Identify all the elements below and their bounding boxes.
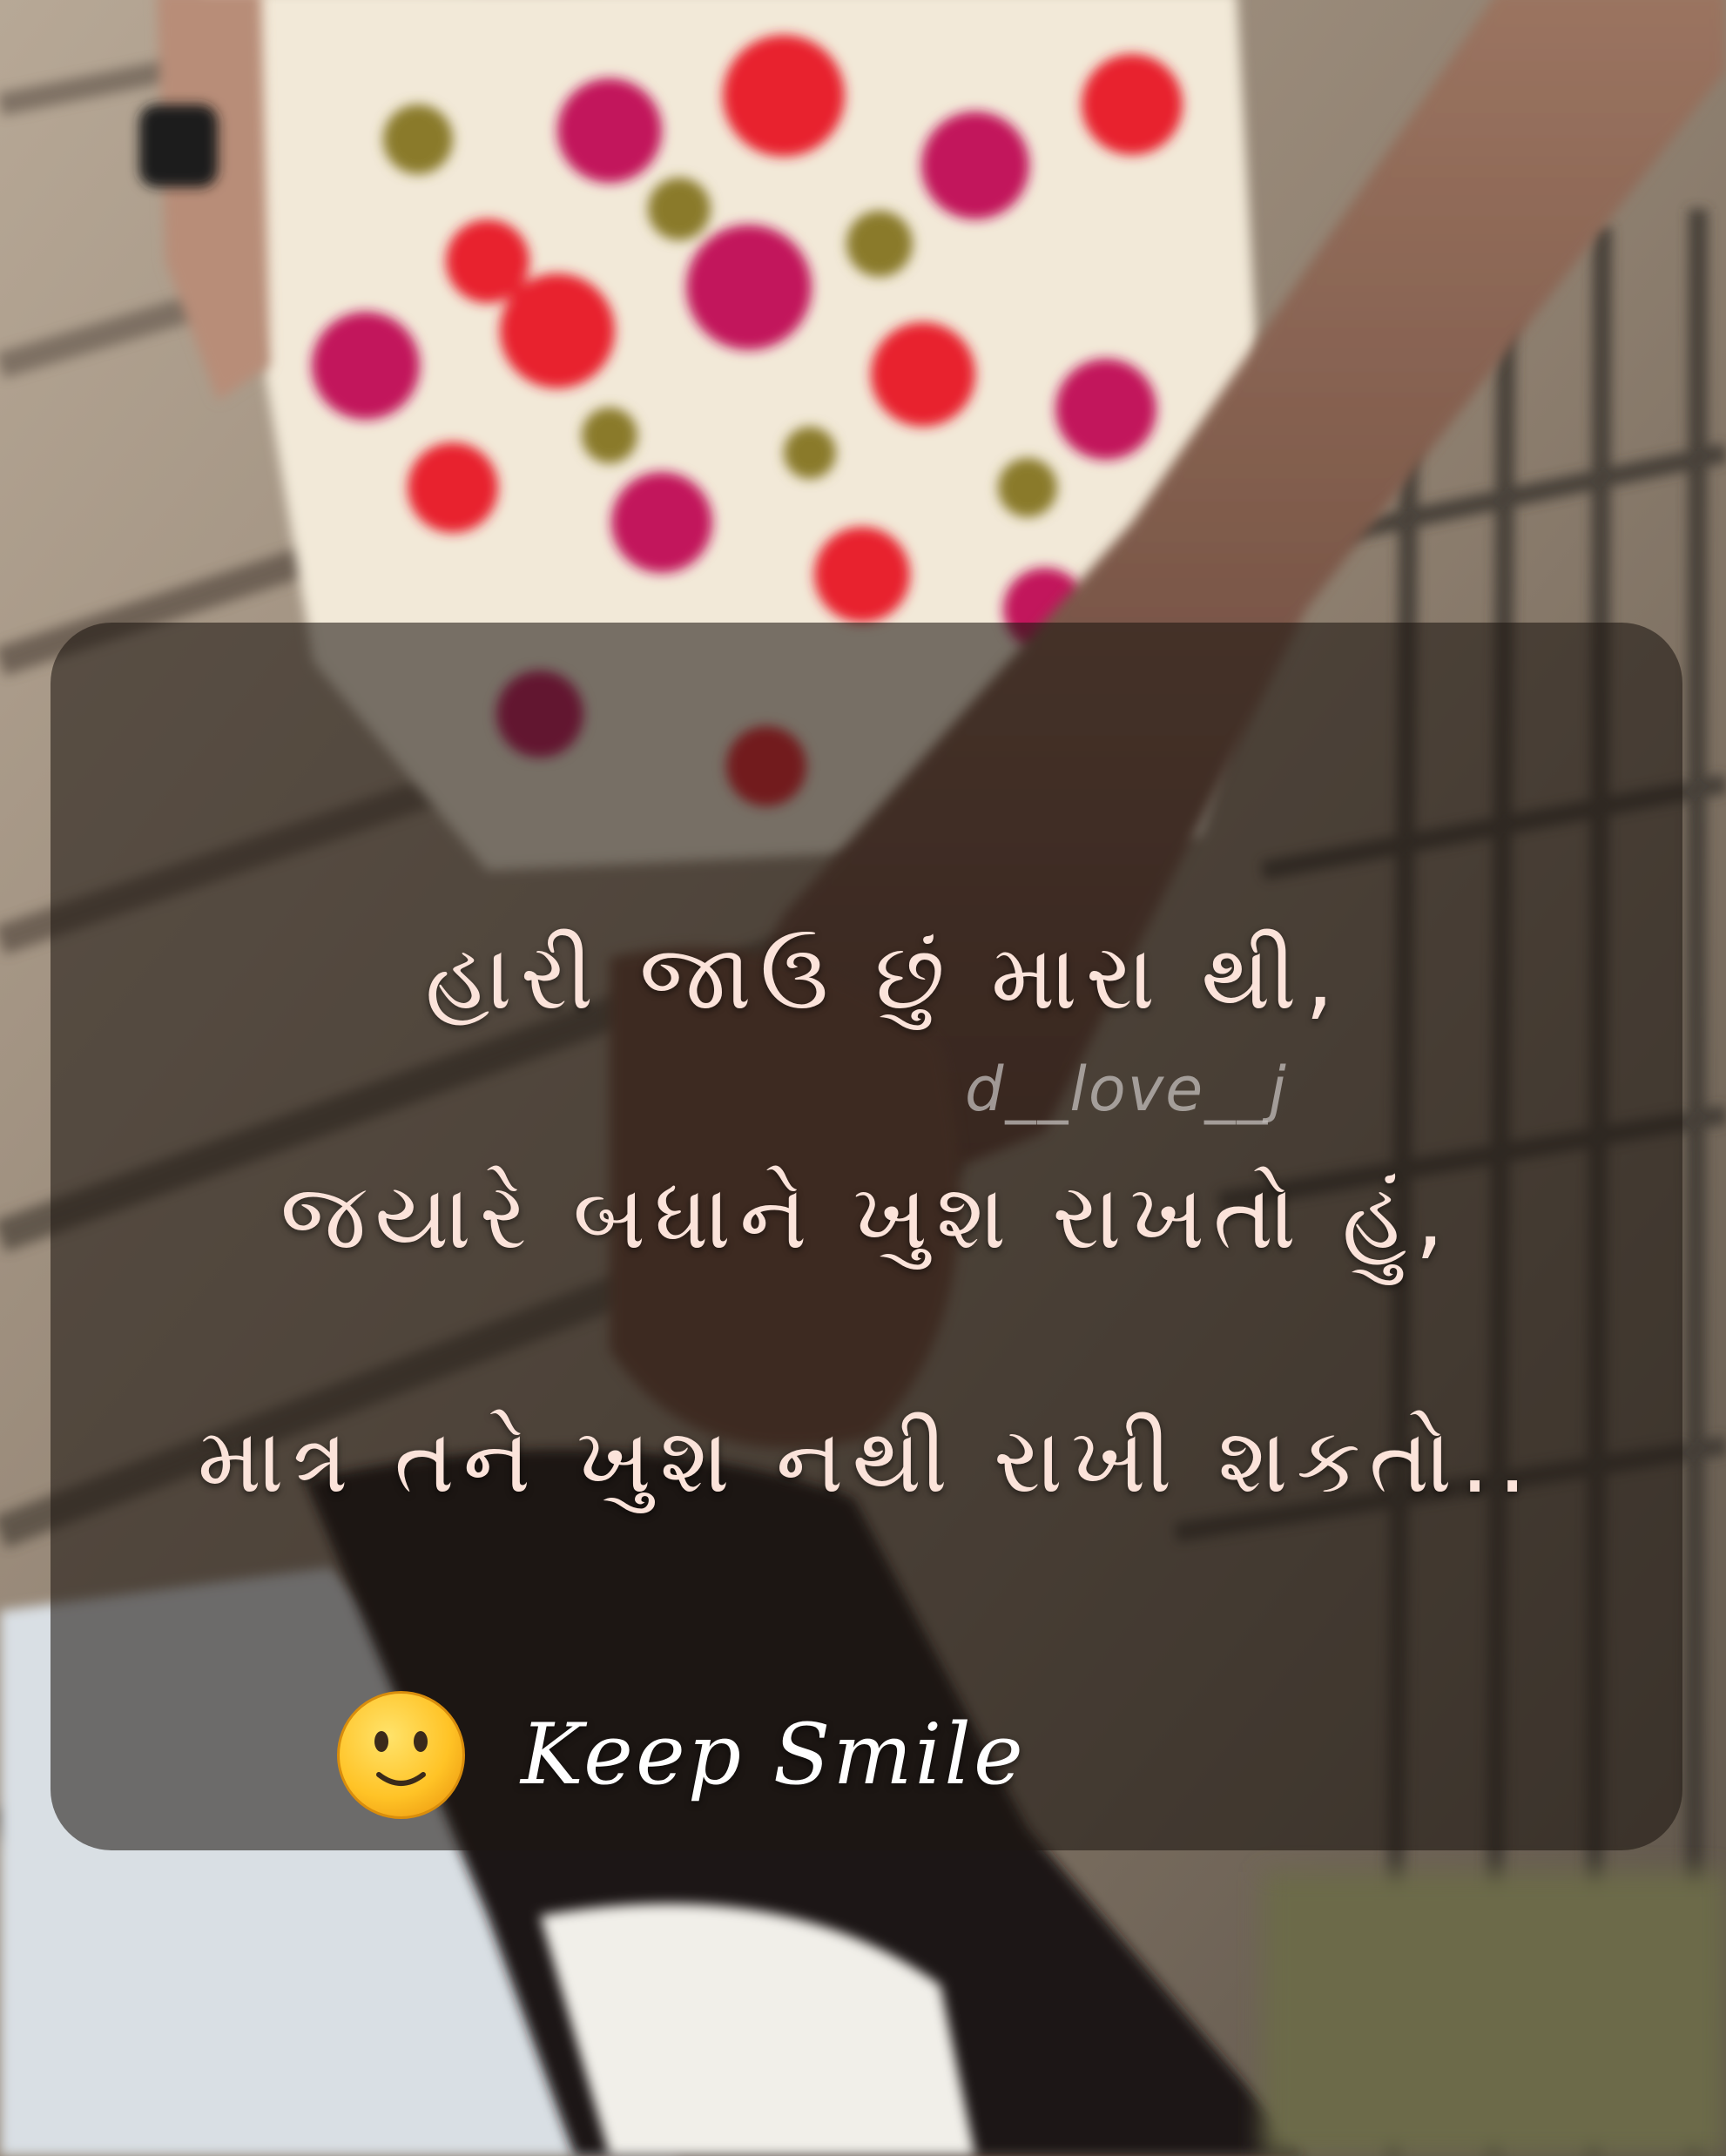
quote-line-1: હારી જાઉ છું મારા થી, [425,924,1343,1030]
quote-line-3: માત્ર તને ખુશ નથી રાખી શકતો.. [197,1407,1536,1513]
keep-smile-text: Keep Smile [521,1706,1026,1803]
quote-line-2: જયારે બધાને ખુશ રાખતો હું, [280,1163,1453,1270]
smiling-face-icon [334,1688,469,1822]
quote-card [51,623,1682,1850]
watermark: d__love__j [965,1054,1288,1125]
wristwatch [139,104,218,187]
floor-right [1263,1872,1726,2156]
sign-off [334,1681,1026,1829]
